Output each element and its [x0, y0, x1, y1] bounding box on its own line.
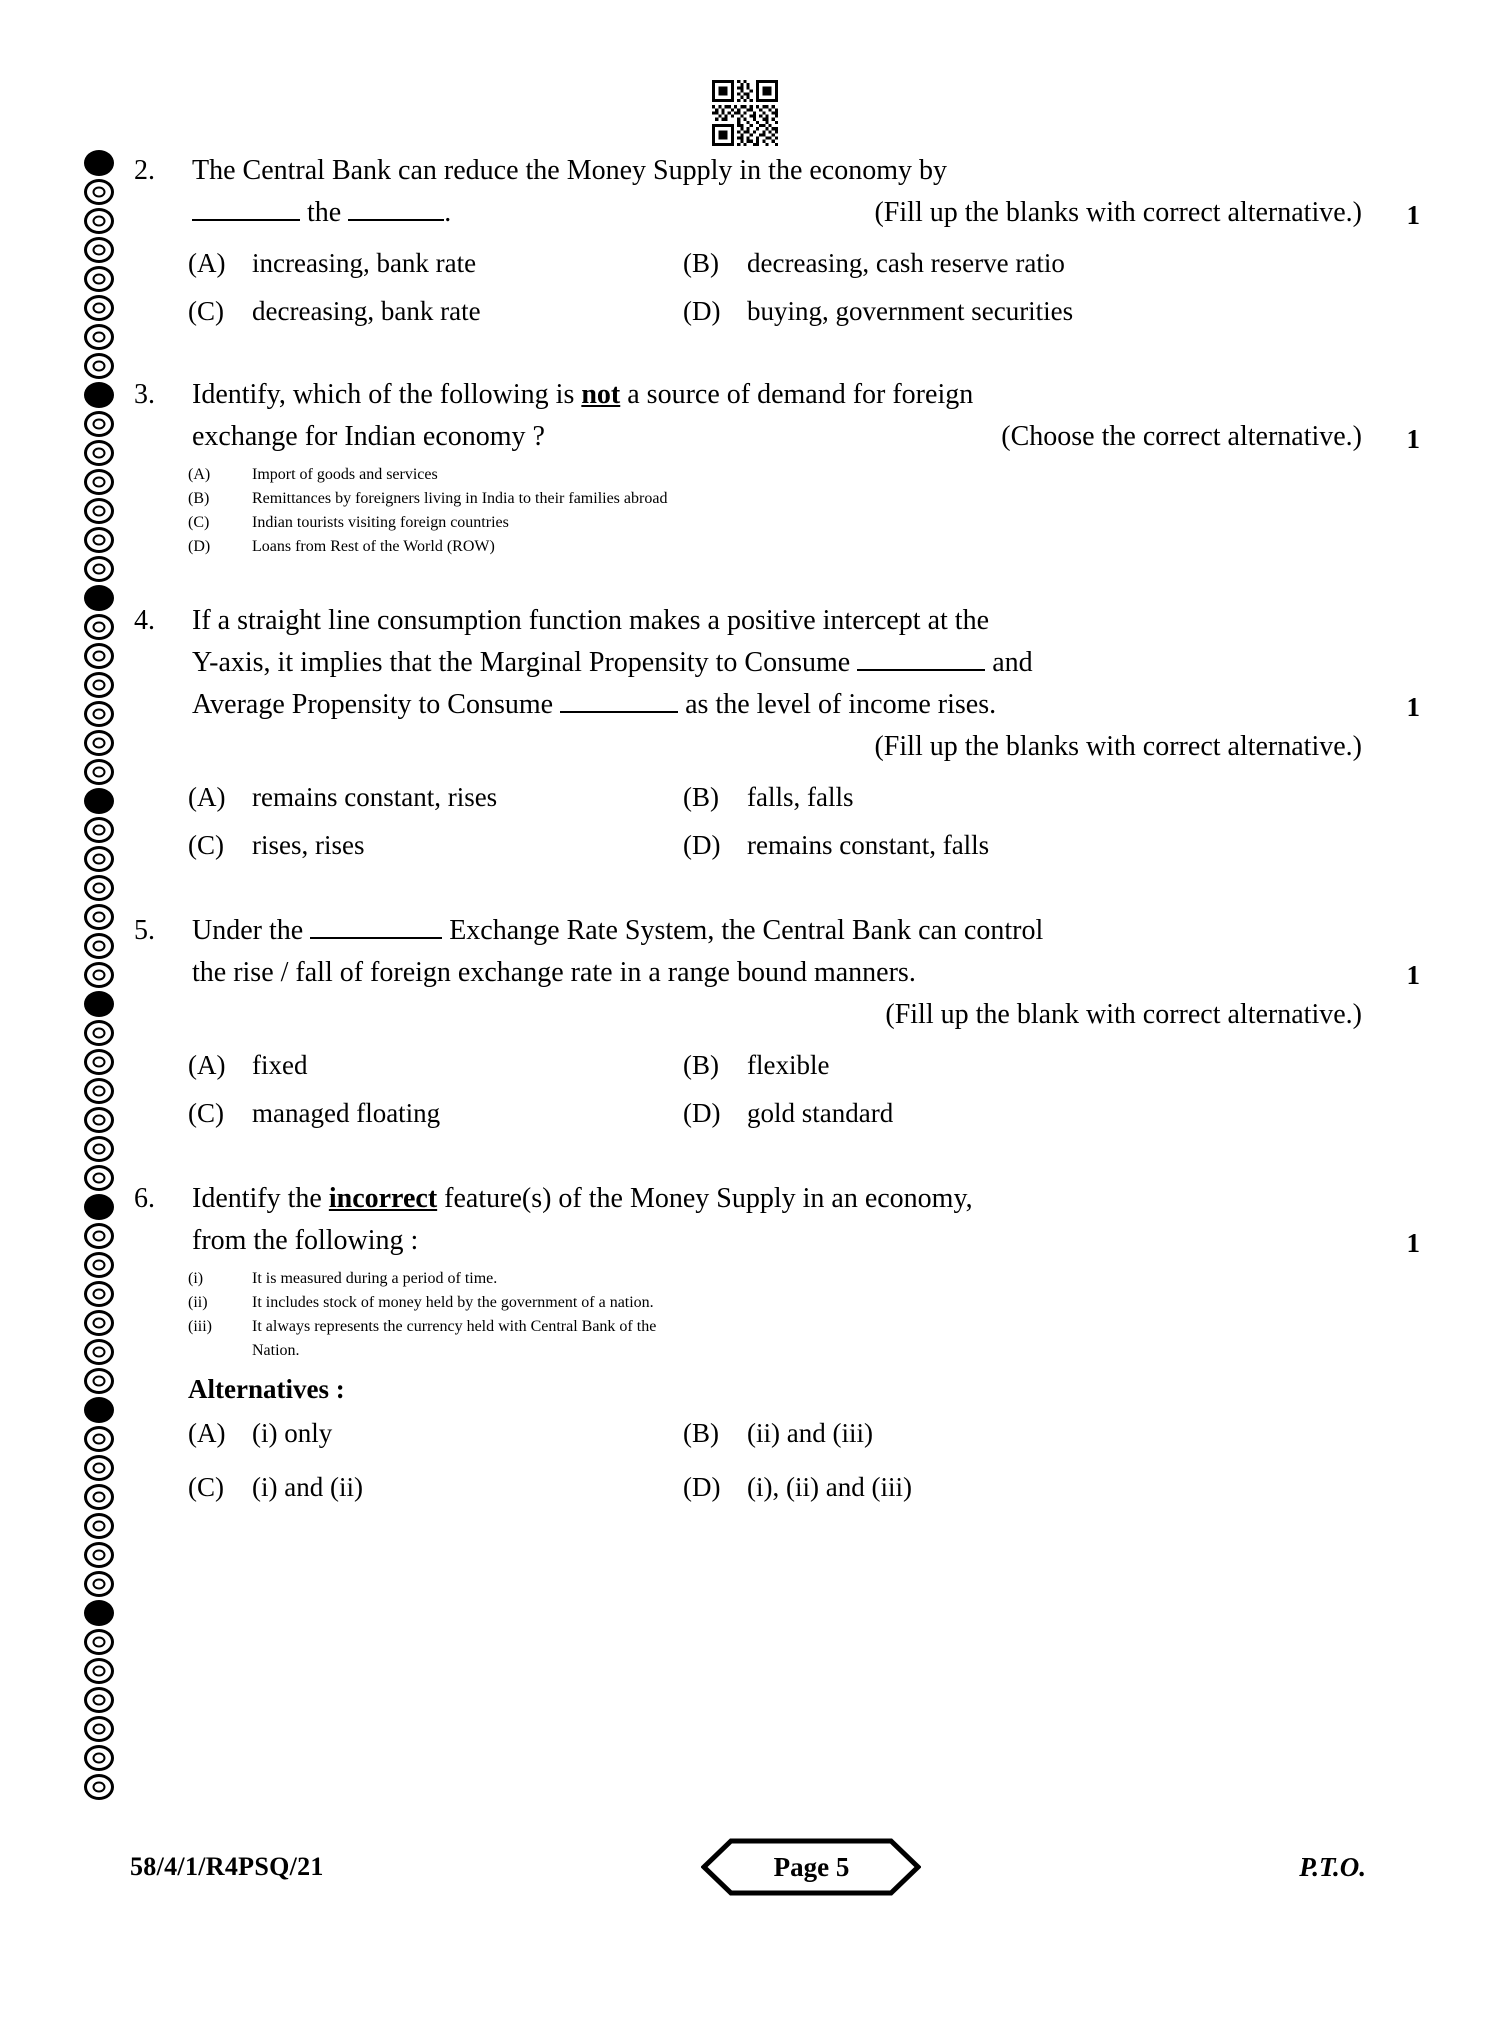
statement-text: It is measured during a period of time. [252, 1270, 498, 1287]
option-text: Loans from Rest of the World (ROW) [252, 538, 495, 555]
marks-question-5: 1 [1406, 960, 1420, 990]
statement-text: It includes stock of money held by the government of a nation. [252, 1294, 654, 1311]
stem-line [192, 1178, 1380, 1220]
spiral-ring [84, 1571, 114, 1597]
spiral-ring [84, 817, 114, 843]
spiral-ring [84, 585, 114, 611]
spiral-ring [84, 382, 114, 408]
question-number-2: 2. [134, 155, 155, 186]
option-text: falls, falls [747, 782, 854, 812]
option-text: Remittances by foreigners living in India to their families abroad [252, 490, 668, 507]
pto-label: P.T.O. [1299, 1851, 1366, 1882]
stem-part-a: Identify, which of the following is [192, 379, 575, 410]
option-row [188, 1466, 1380, 1514]
stem-line [192, 684, 1380, 726]
spiral-binding-decoration [78, 150, 120, 1850]
spiral-ring [84, 1020, 114, 1046]
spiral-ring [84, 1455, 114, 1481]
question-stem-4 [192, 600, 1380, 768]
statement-text: It always represents the currency held with Central Bank of the [252, 1318, 657, 1335]
stem-period: . [444, 197, 452, 228]
stem-line: If a straight line consumption function makes a positive intercept at the [192, 605, 990, 636]
statements-question-6 [130, 1270, 1380, 1514]
spiral-ring [84, 208, 114, 234]
option-a[interactable] [188, 466, 1380, 484]
option-text: buying, government securities [747, 296, 1074, 326]
stem-part-a: Under the [192, 915, 304, 946]
option-row [188, 290, 1380, 332]
marks-question-2: 1 [1406, 200, 1420, 230]
option-c[interactable] [188, 1092, 683, 1134]
spiral-ring [84, 962, 114, 988]
stem-line: from the following : [192, 1225, 419, 1256]
option-a[interactable] [188, 776, 683, 818]
question-5 [130, 910, 1420, 1134]
options-question-2 [130, 242, 1380, 332]
fill-blank[interactable] [560, 711, 678, 713]
option-b[interactable] [683, 242, 1065, 284]
option-label: (D) [188, 538, 211, 555]
option-c[interactable] [188, 824, 683, 866]
options-question-3 [130, 466, 1380, 556]
option-text: increasing, bank rate [252, 248, 477, 278]
fill-blank[interactable] [348, 219, 444, 221]
stem-line: The Central Bank can reduce the Money Supply in the economy by [192, 155, 948, 186]
spiral-ring [84, 933, 114, 959]
option-label: (A) [188, 466, 211, 483]
spiral-ring [84, 1252, 114, 1278]
instruction-text: (Fill up the blank with correct alternative.) [885, 999, 1362, 1030]
option-row [188, 1092, 1380, 1134]
question-stem-3 [192, 374, 1380, 458]
option-label: (A) [188, 1050, 226, 1080]
stem-part-a: Identify the [192, 1183, 322, 1214]
statement-label: (ii) [188, 1294, 208, 1311]
qr-code [712, 80, 778, 146]
page-number-badge [701, 1838, 921, 1896]
option-text: Indian tourists visiting foreign countries [252, 514, 509, 531]
option-d[interactable] [683, 824, 989, 866]
option-label: (C) [188, 1472, 224, 1502]
option-label: (B) [683, 1050, 719, 1080]
stem-part-b: and [992, 647, 1033, 678]
option-label: (B) [683, 1418, 719, 1448]
spiral-ring [84, 179, 114, 205]
option-label: (D) [683, 296, 721, 326]
fill-blank[interactable] [310, 937, 442, 939]
spiral-ring [84, 614, 114, 640]
option-text: (i), (ii) and (iii) [747, 1472, 912, 1502]
spiral-ring [84, 150, 114, 176]
option-text: remains constant, rises [252, 782, 498, 812]
option-d[interactable] [683, 290, 1073, 332]
option-row [188, 242, 1380, 284]
stem-part-a: Y-axis, it implies that the Marginal Propensity to Consume [192, 647, 851, 678]
stem-part-b: a source of demand for foreign [627, 379, 974, 410]
option-text: Import of goods and services [252, 466, 438, 483]
options-question-4 [130, 776, 1380, 866]
stem-line [192, 642, 1380, 684]
stem-part-a: Average Propensity to Consume [192, 689, 554, 720]
option-c[interactable] [188, 514, 1380, 532]
question-number-4: 4. [134, 605, 155, 636]
option-a[interactable] [188, 1044, 683, 1086]
spiral-ring [84, 353, 114, 379]
option-label: (B) [683, 782, 719, 812]
option-c[interactable] [188, 290, 683, 332]
option-a[interactable] [188, 242, 683, 284]
stem-part-b: feature(s) of the Money Supply in an economy, [444, 1183, 973, 1214]
page-footer [130, 1838, 1380, 1896]
question-stem-6 [192, 1178, 1380, 1262]
option-b[interactable] [683, 776, 853, 818]
spiral-ring [84, 324, 114, 350]
instruction-text: (Fill up the blanks with correct alternative.) [874, 197, 1362, 228]
option-label: (B) [188, 490, 210, 507]
spiral-ring [84, 875, 114, 901]
spiral-ring [84, 295, 114, 321]
option-text: (i) and (ii) [252, 1472, 363, 1502]
option-label: (A) [188, 1418, 226, 1448]
stem-line [192, 416, 1380, 458]
options-question-5 [130, 1044, 1380, 1134]
stem-word-the: the [307, 197, 342, 228]
spiral-ring [84, 643, 114, 669]
spiral-ring [84, 904, 114, 930]
option-text: (i) only [252, 1418, 333, 1448]
option-label: (D) [683, 1472, 721, 1502]
fill-blank[interactable] [192, 219, 300, 221]
option-row [188, 1044, 1380, 1086]
statement-ii [188, 1294, 1380, 1312]
stem-line [192, 374, 1380, 416]
fill-blank[interactable] [857, 669, 985, 671]
spiral-ring [84, 1194, 114, 1220]
instruction-text: (Choose the correct alternative.) [1001, 421, 1362, 452]
stem-line: the rise / fall of foreign exchange rate in a range bound manners. [192, 957, 916, 988]
option-b[interactable] [683, 1412, 873, 1454]
option-label: (A) [188, 782, 226, 812]
stem-part-b: as the level of income rises. [685, 689, 997, 720]
option-text: (ii) and (iii) [747, 1418, 873, 1448]
option-label: (C) [188, 830, 224, 860]
paper-code: 58/4/1/R4PSQ/21 [130, 1852, 324, 1881]
spiral-ring [84, 1107, 114, 1133]
statement-label: (i) [188, 1270, 204, 1287]
option-d[interactable] [188, 538, 1380, 556]
spiral-ring [84, 1397, 114, 1423]
option-label: (B) [683, 248, 719, 278]
instruction-text: (Fill up the blanks with correct alternative.) [874, 731, 1362, 762]
stem-line-2: exchange for Indian economy ? [192, 421, 545, 452]
spiral-ring [84, 1078, 114, 1104]
option-text: fixed [252, 1050, 308, 1080]
question-3 [130, 374, 1420, 556]
stem-line [192, 192, 1380, 234]
page-label: Page 5 [773, 1851, 850, 1882]
question-6 [130, 1178, 1420, 1514]
spiral-ring [84, 759, 114, 785]
spiral-ring [84, 1774, 114, 1800]
spiral-ring [84, 469, 114, 495]
option-label: (C) [188, 296, 224, 326]
spiral-ring [84, 1716, 114, 1742]
option-a[interactable] [188, 1412, 683, 1454]
option-text: gold standard [747, 1098, 894, 1128]
statement-i [188, 1270, 1380, 1288]
spiral-ring [84, 1368, 114, 1394]
spiral-ring [84, 1658, 114, 1684]
option-row [188, 776, 1380, 818]
spiral-ring [84, 498, 114, 524]
option-text: decreasing, cash reserve ratio [747, 248, 1065, 278]
spiral-ring [84, 1339, 114, 1365]
option-text: remains constant, falls [747, 830, 990, 860]
option-text: managed floating [252, 1098, 441, 1128]
spiral-ring [84, 1542, 114, 1568]
spiral-ring [84, 701, 114, 727]
spiral-ring [84, 1687, 114, 1713]
option-text: rises, rises [252, 830, 365, 860]
question-number-3: 3. [134, 379, 155, 410]
option-label: (D) [683, 830, 721, 860]
spiral-ring [84, 237, 114, 263]
option-label: (C) [188, 514, 210, 531]
spiral-ring [84, 527, 114, 553]
spiral-ring [84, 1629, 114, 1655]
stem-part-b: Exchange Rate System, the Central Bank can control [449, 915, 1044, 946]
statement-iii-continued [188, 1342, 1380, 1360]
marks-question-3: 1 [1406, 424, 1420, 454]
option-d[interactable] [683, 1466, 912, 1508]
spiral-ring [84, 1484, 114, 1510]
spiral-ring [84, 1136, 114, 1162]
question-stem-5 [192, 910, 1380, 1036]
questions-container [130, 150, 1420, 1540]
question-stem-2 [192, 150, 1380, 234]
spiral-ring [84, 440, 114, 466]
emphasis-not: not [581, 379, 621, 410]
statement-text: Nation. [252, 1342, 300, 1359]
option-label: (C) [188, 1098, 224, 1128]
spiral-ring [84, 1223, 114, 1249]
option-label: (D) [683, 1098, 721, 1128]
spiral-ring [84, 1281, 114, 1307]
spiral-ring [84, 1310, 114, 1336]
option-b[interactable] [188, 490, 1380, 508]
spiral-ring [84, 1426, 114, 1452]
spiral-ring [84, 266, 114, 292]
question-number-5: 5. [134, 915, 155, 946]
spiral-ring [84, 788, 114, 814]
question-2 [130, 150, 1420, 332]
option-text: flexible [747, 1050, 830, 1080]
stem-blank-group [192, 192, 451, 234]
alternatives-heading: Alternatives : [188, 1374, 345, 1404]
statement-label: (iii) [188, 1318, 212, 1335]
option-text: decreasing, bank rate [252, 296, 481, 326]
spiral-ring [84, 556, 114, 582]
spiral-ring [84, 411, 114, 437]
spiral-ring [84, 846, 114, 872]
option-d[interactable] [683, 1092, 893, 1134]
spiral-ring [84, 730, 114, 756]
spiral-ring [84, 991, 114, 1017]
spiral-ring [84, 672, 114, 698]
question-number-6: 6. [134, 1183, 155, 1214]
spiral-ring [84, 1600, 114, 1626]
option-row [188, 1412, 1380, 1460]
option-b[interactable] [683, 1044, 829, 1086]
spiral-ring [84, 1745, 114, 1771]
statement-iii [188, 1318, 1380, 1336]
emphasis-incorrect: incorrect [328, 1183, 438, 1214]
marks-question-6: 1 [1406, 1228, 1420, 1258]
spiral-ring [84, 1049, 114, 1075]
option-label: (A) [188, 248, 226, 278]
question-4 [130, 600, 1420, 866]
stem-line [192, 910, 1380, 952]
option-c[interactable] [188, 1466, 683, 1508]
option-row [188, 824, 1380, 866]
marks-question-4: 1 [1406, 692, 1420, 722]
spiral-ring [84, 1165, 114, 1191]
spiral-ring [84, 1513, 114, 1539]
